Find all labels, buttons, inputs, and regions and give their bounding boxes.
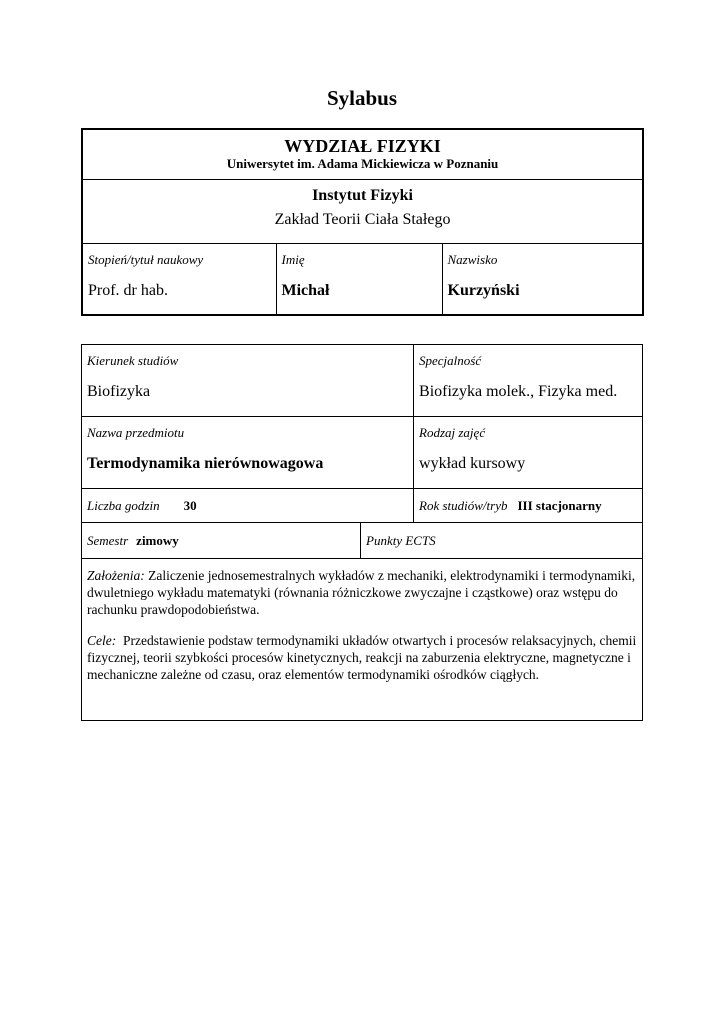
specialty-value: Biofizyka molek., Fizyka med.: [419, 383, 618, 400]
first-name-value: Michał: [281, 281, 330, 299]
course-name-label: Nazwa przedmiotu: [87, 425, 185, 440]
ects-cell: [361, 523, 643, 559]
specialty-cell: [414, 345, 643, 417]
semester-label: Semestr: [87, 532, 129, 548]
degree-label: Stopień/tytuł naukowy: [88, 251, 204, 267]
field-cell: [82, 345, 414, 417]
header-table: [81, 128, 644, 316]
faculty-cell: [82, 129, 643, 179]
year-cell: [414, 489, 643, 523]
last-name-value: Kurzyński: [447, 281, 520, 299]
hours-cell: [82, 489, 414, 523]
last-name-label: Nazwisko: [447, 251, 498, 267]
year-label: Rok studiów/tryb: [419, 497, 508, 513]
description-cell: [82, 559, 643, 721]
goals-paragraph: [87, 632, 637, 683]
course-type-label: Rodzaj zajęć: [419, 425, 486, 440]
hours-value: 30: [183, 497, 197, 513]
semester-cell: [82, 523, 361, 559]
course-type-value: wykład kursowy: [419, 455, 526, 472]
field-label: Kierunek studiów: [87, 353, 179, 368]
field-value: Biofizyka: [87, 383, 151, 400]
institute-cell: [82, 179, 643, 243]
degree-value: Prof. dr hab.: [88, 281, 168, 299]
course-name-value: Termodynamika nierównowagowa: [87, 455, 324, 472]
course-type-cell: [414, 417, 643, 489]
institute-name: Instytut Fizyki: [312, 186, 413, 204]
year-value: III stacjonarny: [517, 497, 602, 513]
course-name-cell: [82, 417, 414, 489]
ects-label: Punkty ECTS: [366, 532, 436, 548]
degree-cell: [82, 243, 276, 315]
first-name-cell: [276, 243, 442, 315]
course-table: [81, 344, 643, 721]
faculty-name: WYDZIAŁ FIZYKI: [284, 136, 441, 156]
university-name: Uniwersytet im. Adama Mickiewicza w Poznaniu: [226, 156, 499, 171]
semester-value: zimowy: [136, 532, 179, 548]
specialty-label: Specjalność: [419, 353, 482, 368]
assumptions-label: Założenia:: [87, 568, 145, 583]
department-name: Zakład Teorii Ciała Stałego: [274, 210, 451, 228]
goals-label: Cele:: [87, 633, 117, 648]
first-name-label: Imię: [281, 251, 305, 267]
hours-label: Liczba godzin: [87, 497, 160, 513]
assumptions-text: Zaliczenie jednosemestralnych wykładów z mechaniki, elektrodynamiki i termodynamiki, dwuletniego wykładu matematyki (równania różniczkowe zwyczajne i cząstkowe) oraz wstępu do rachunku prawdopodobieństwa.: [87, 568, 636, 617]
assumptions-paragraph: [87, 567, 637, 618]
goals-text: Przedstawienie podstaw termodynamiki układów otwartych i procesów relaksacyjnych, chemii fizycznej, teorii szybkości procesów kinetycznych, reakcji na zaburzenia elektryczne, magnetyczne i mechaniczne zależne od czasu, oraz elementów termodynamiki ośrodków ciągłych.: [87, 633, 637, 682]
last-name-cell: [442, 243, 643, 315]
page-title: Sylabus: [326, 86, 398, 110]
